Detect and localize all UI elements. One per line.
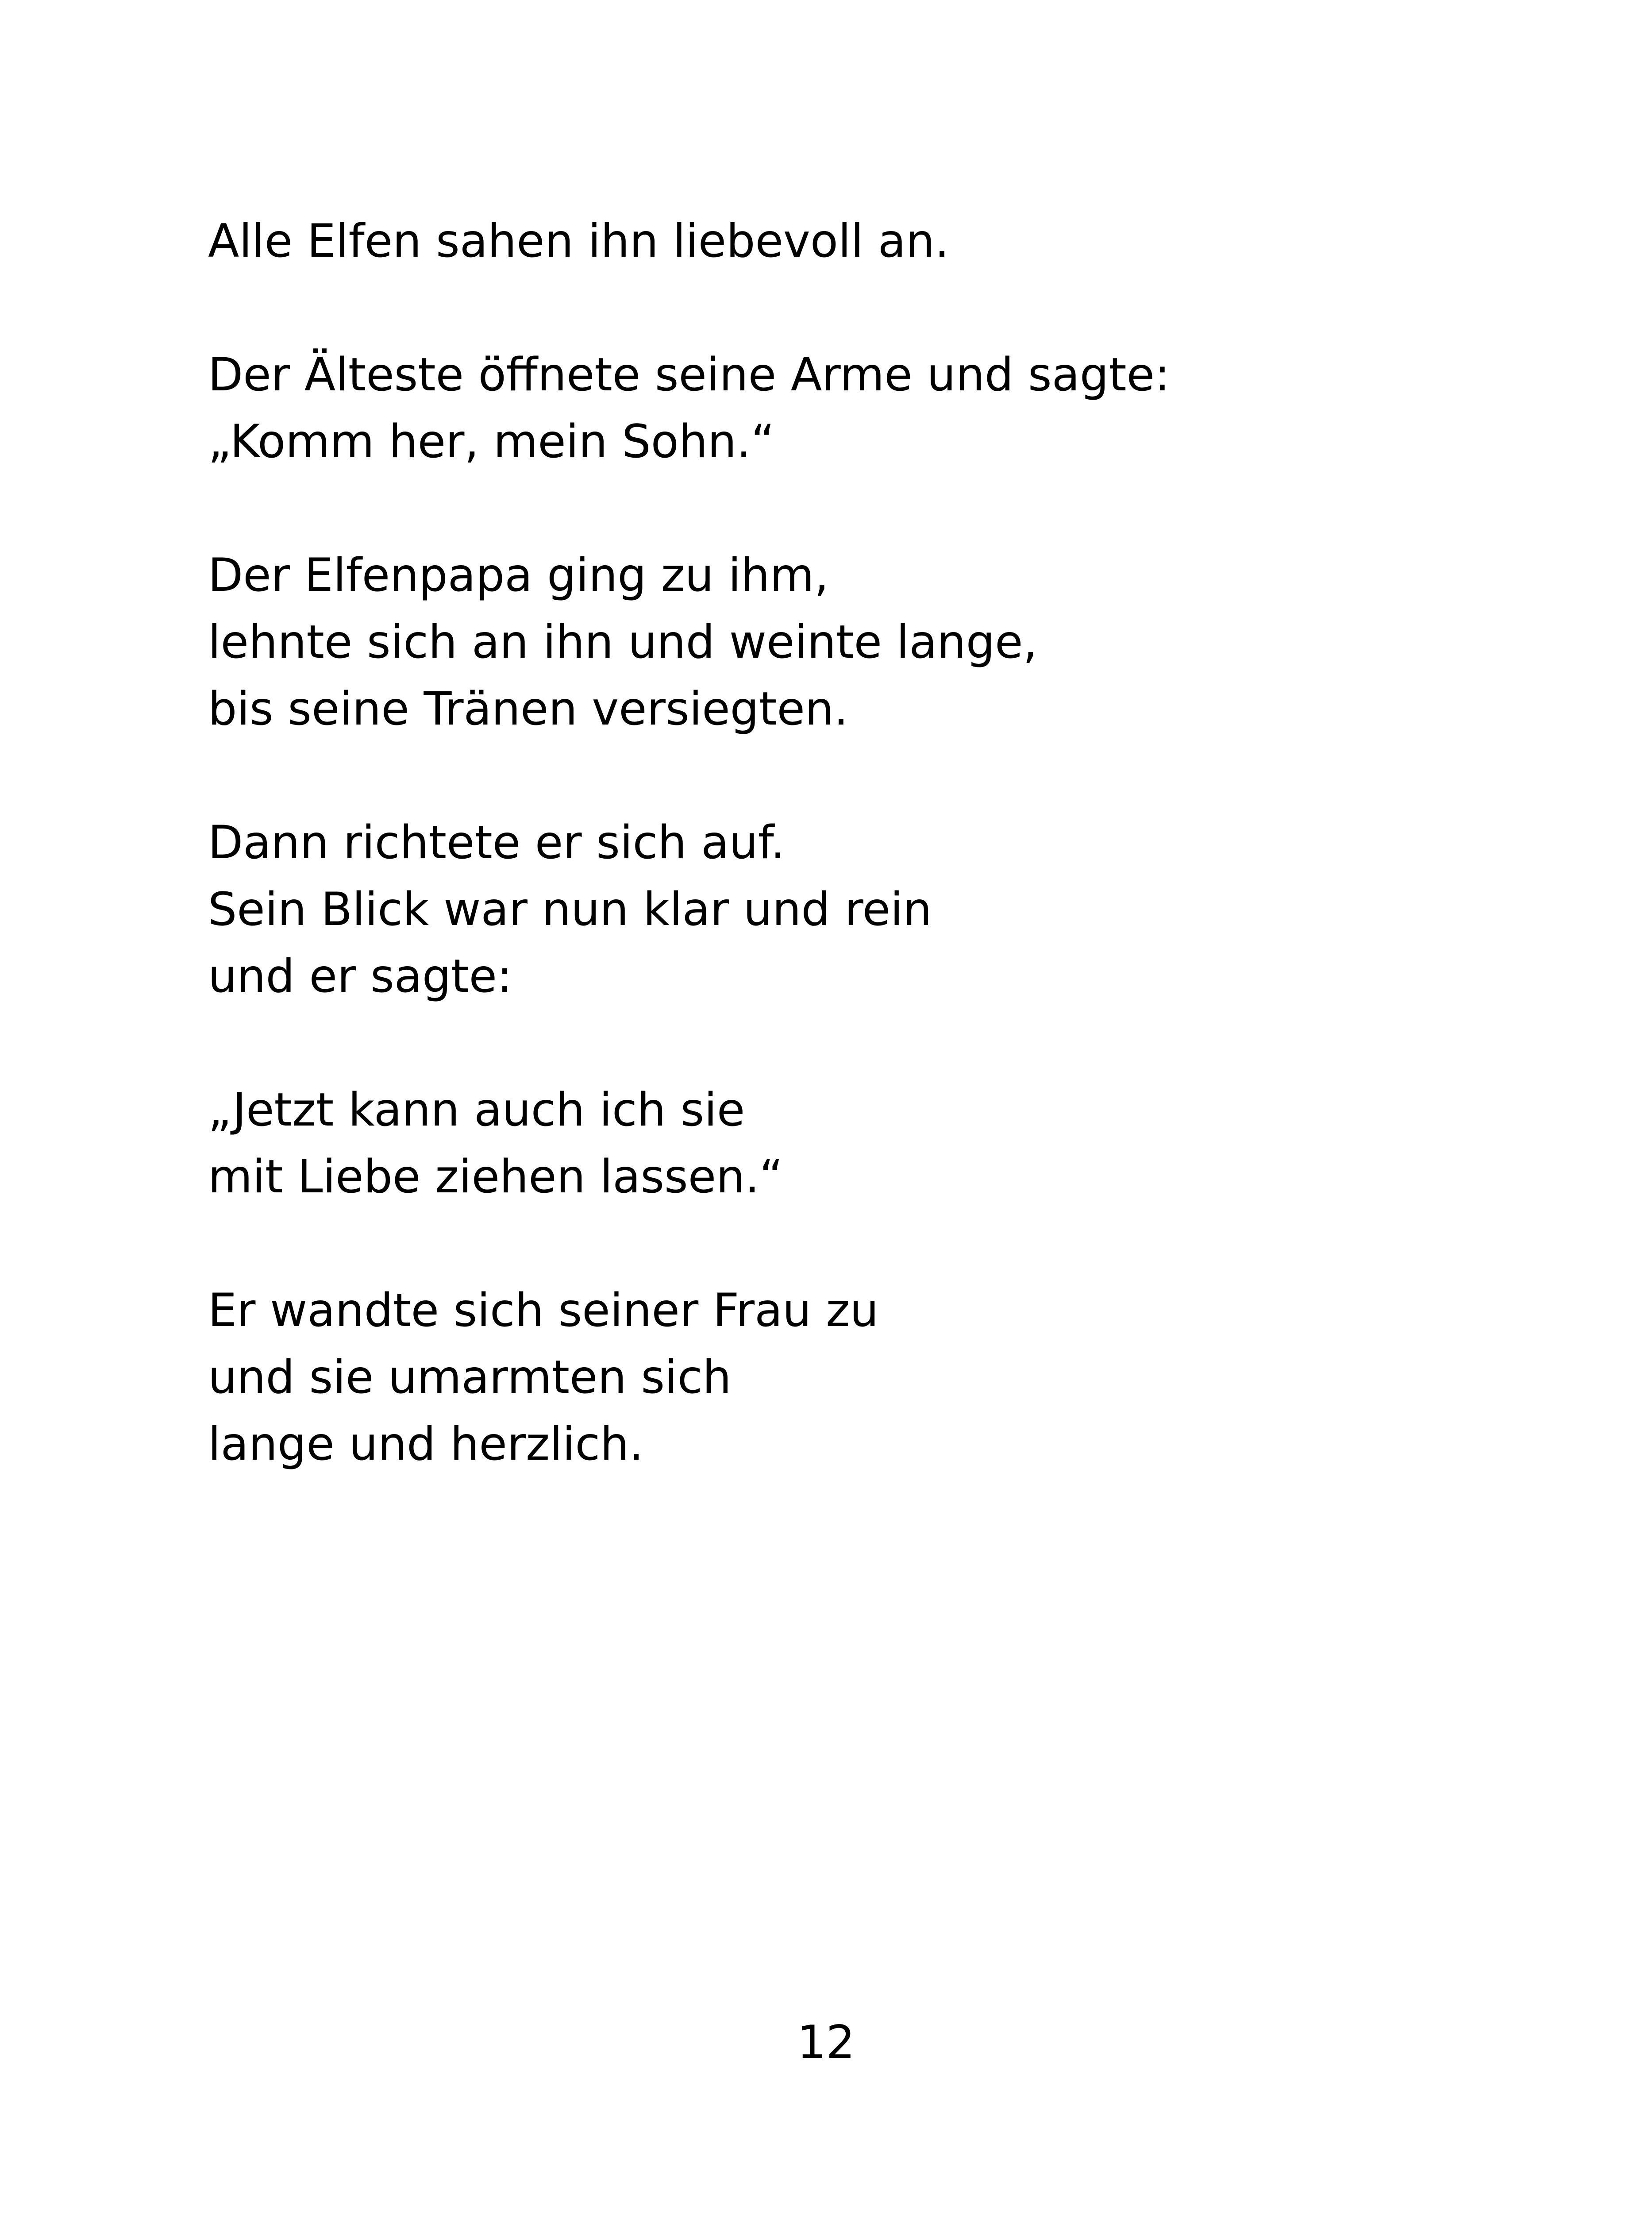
stanza-1 — [208, 208, 1536, 275]
text-line: Sein Blick war nun klar und rein — [208, 883, 932, 936]
text-line: Der Elfenpapa ging zu ihm, — [208, 549, 829, 602]
stanza-3 — [208, 542, 1536, 743]
text-line: Er wandte sich seiner Frau zu — [208, 1284, 879, 1337]
text-line: „Komm her, mein Sohn.“ — [208, 415, 775, 468]
text-line: und er sagte: — [208, 950, 512, 1003]
stanza-2 — [208, 342, 1536, 475]
text-line: „Jetzt kann auch ich sie — [208, 1083, 745, 1137]
stanza-4 — [208, 810, 1536, 1010]
text-line: Der Älteste öffnete seine Arme und sagte: — [208, 348, 1170, 401]
stanza-6 — [208, 1277, 1536, 1478]
story-text — [208, 208, 1536, 1545]
stanza-5 — [208, 1077, 1536, 1211]
text-line: lange und herzlich. — [208, 1418, 644, 1471]
text-line: Dann richtete er sich auf. — [208, 816, 786, 869]
text-line: mit Liebe ziehen lassen.“ — [208, 1150, 783, 1203]
text-line: bis seine Tränen versiegten. — [208, 682, 848, 736]
text-line: lehnte sich an ihn und weinte lange, — [208, 616, 1038, 669]
text-line: und sie umarmten sich — [208, 1351, 732, 1404]
page-number: 12 — [797, 2016, 855, 2069]
text-line: Alle Elfen sahen ihn liebevoll an. — [208, 215, 949, 268]
